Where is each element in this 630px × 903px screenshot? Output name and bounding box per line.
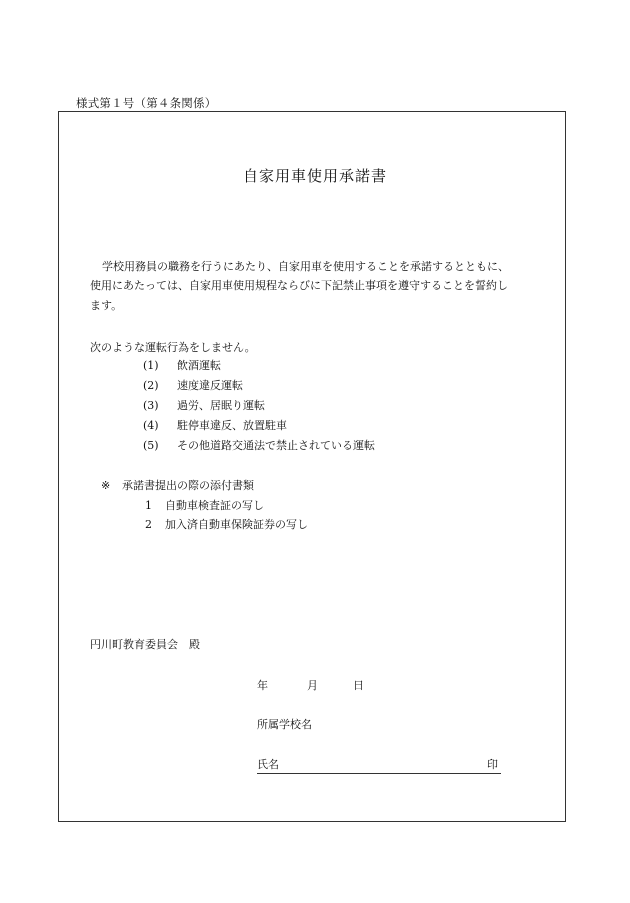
- intro-line-2: 使用にあたっては、自家用車使用規程ならびに下記禁止事項を遵守することを誓約し: [90, 279, 508, 292]
- date-year-label: 年: [257, 679, 268, 692]
- prohibition-text: 過労、居眠り運転: [177, 399, 265, 412]
- addressee: 円川町教育委員会 殿: [90, 638, 200, 651]
- document-frame: [58, 111, 566, 822]
- intro-line-3: ます。: [90, 299, 123, 312]
- attachment-number: 1: [145, 499, 152, 512]
- prohibition-text: その他道路交通法で禁止されている運転: [177, 439, 375, 452]
- seal-label: 印: [487, 758, 498, 771]
- attachment-number: 2: [145, 518, 152, 531]
- date-day-label: 日: [353, 679, 364, 692]
- prohibition-number: (2): [143, 379, 159, 392]
- attachment-text: 自動車検査証の写し: [165, 499, 264, 512]
- prohibition-number: (3): [143, 399, 159, 412]
- prohibition-text: 飲酒運転: [177, 359, 221, 372]
- date-month-label: 月: [307, 679, 318, 692]
- name-label: 氏名: [257, 758, 279, 771]
- prohibitions-heading: 次のような運転行為をしません。: [90, 341, 256, 354]
- form-number: 様式第１号（第４条関係）: [76, 96, 217, 110]
- signature-line: [257, 773, 501, 774]
- document-title: 自家用車使用承諾書: [242, 167, 387, 185]
- prohibition-text: 駐停車違反、放置駐車: [177, 419, 287, 432]
- school-name-label: 所属学校名: [257, 718, 312, 731]
- intro-line-1: 学校用務員の職務を行うにあたり、自家用車を使用することを承諾するとともに、: [91, 260, 509, 273]
- attachment-text: 加入済自動車保険証券の写し: [165, 518, 308, 531]
- prohibition-number: (4): [143, 419, 159, 432]
- prohibition-number: (5): [143, 439, 159, 452]
- prohibition-text: 速度違反運転: [177, 379, 243, 392]
- attachments-heading: 承諾書提出の際の添付書類: [122, 479, 254, 492]
- prohibition-number: (1): [143, 359, 159, 372]
- note-mark: ※: [101, 479, 111, 492]
